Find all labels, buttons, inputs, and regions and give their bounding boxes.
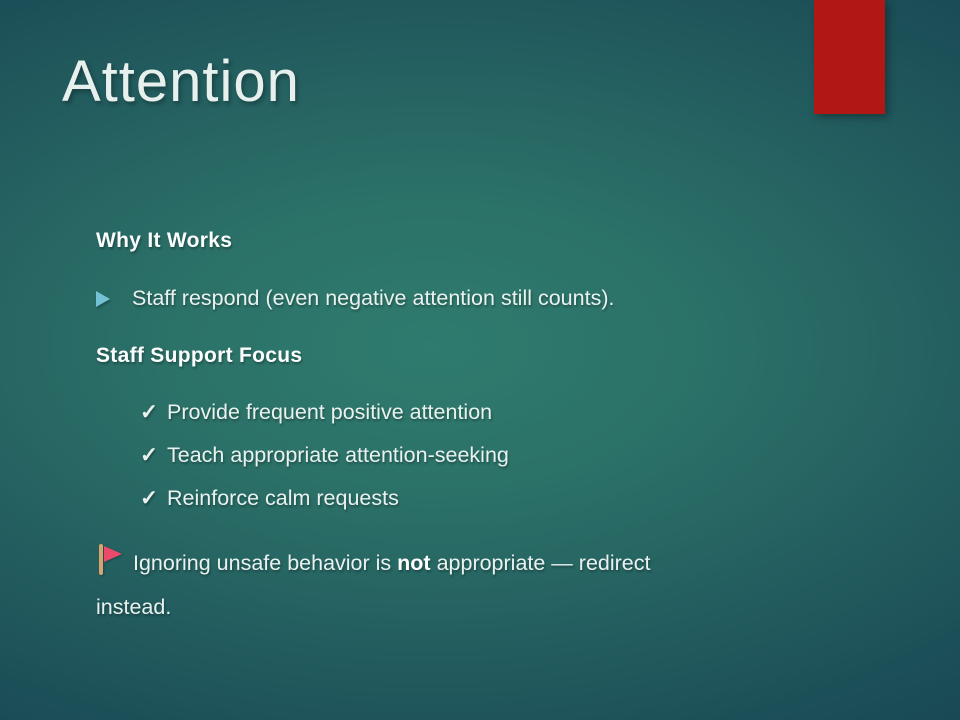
- check-icon: ✓: [140, 443, 159, 467]
- check-item: [140, 399, 796, 425]
- red-flag-icon: [96, 543, 123, 576]
- check-icon: ✓: [140, 486, 159, 510]
- warning-text-suffix: appropriate — redirect: [430, 551, 651, 575]
- check-list: [140, 399, 796, 511]
- check-item-text: Provide frequent positive attention: [167, 400, 493, 424]
- warning-text-bold: not: [397, 551, 431, 575]
- check-icon: ✓: [140, 400, 159, 424]
- warning-text-line2: instead.: [96, 595, 172, 619]
- slide-title: Attention: [62, 49, 300, 114]
- slide-body: [96, 229, 796, 629]
- warning-text-prefix: Ignoring unsafe behavior is: [133, 551, 398, 575]
- bullet-item: [96, 286, 796, 311]
- check-item-text: Teach appropriate attention-seeking: [167, 443, 509, 467]
- check-item-text: Reinforce calm requests: [167, 486, 399, 510]
- triangle-right-icon: [96, 291, 110, 307]
- accent-bar: [814, 0, 885, 114]
- staff-support-heading: Staff Support Focus: [96, 344, 303, 367]
- bullet-item-text: Staff respond (even negative attention still counts).: [132, 286, 615, 310]
- check-item: [140, 442, 796, 468]
- warning-line: [96, 541, 796, 629]
- check-item: [140, 485, 796, 511]
- why-it-works-heading: Why It Works: [96, 229, 233, 252]
